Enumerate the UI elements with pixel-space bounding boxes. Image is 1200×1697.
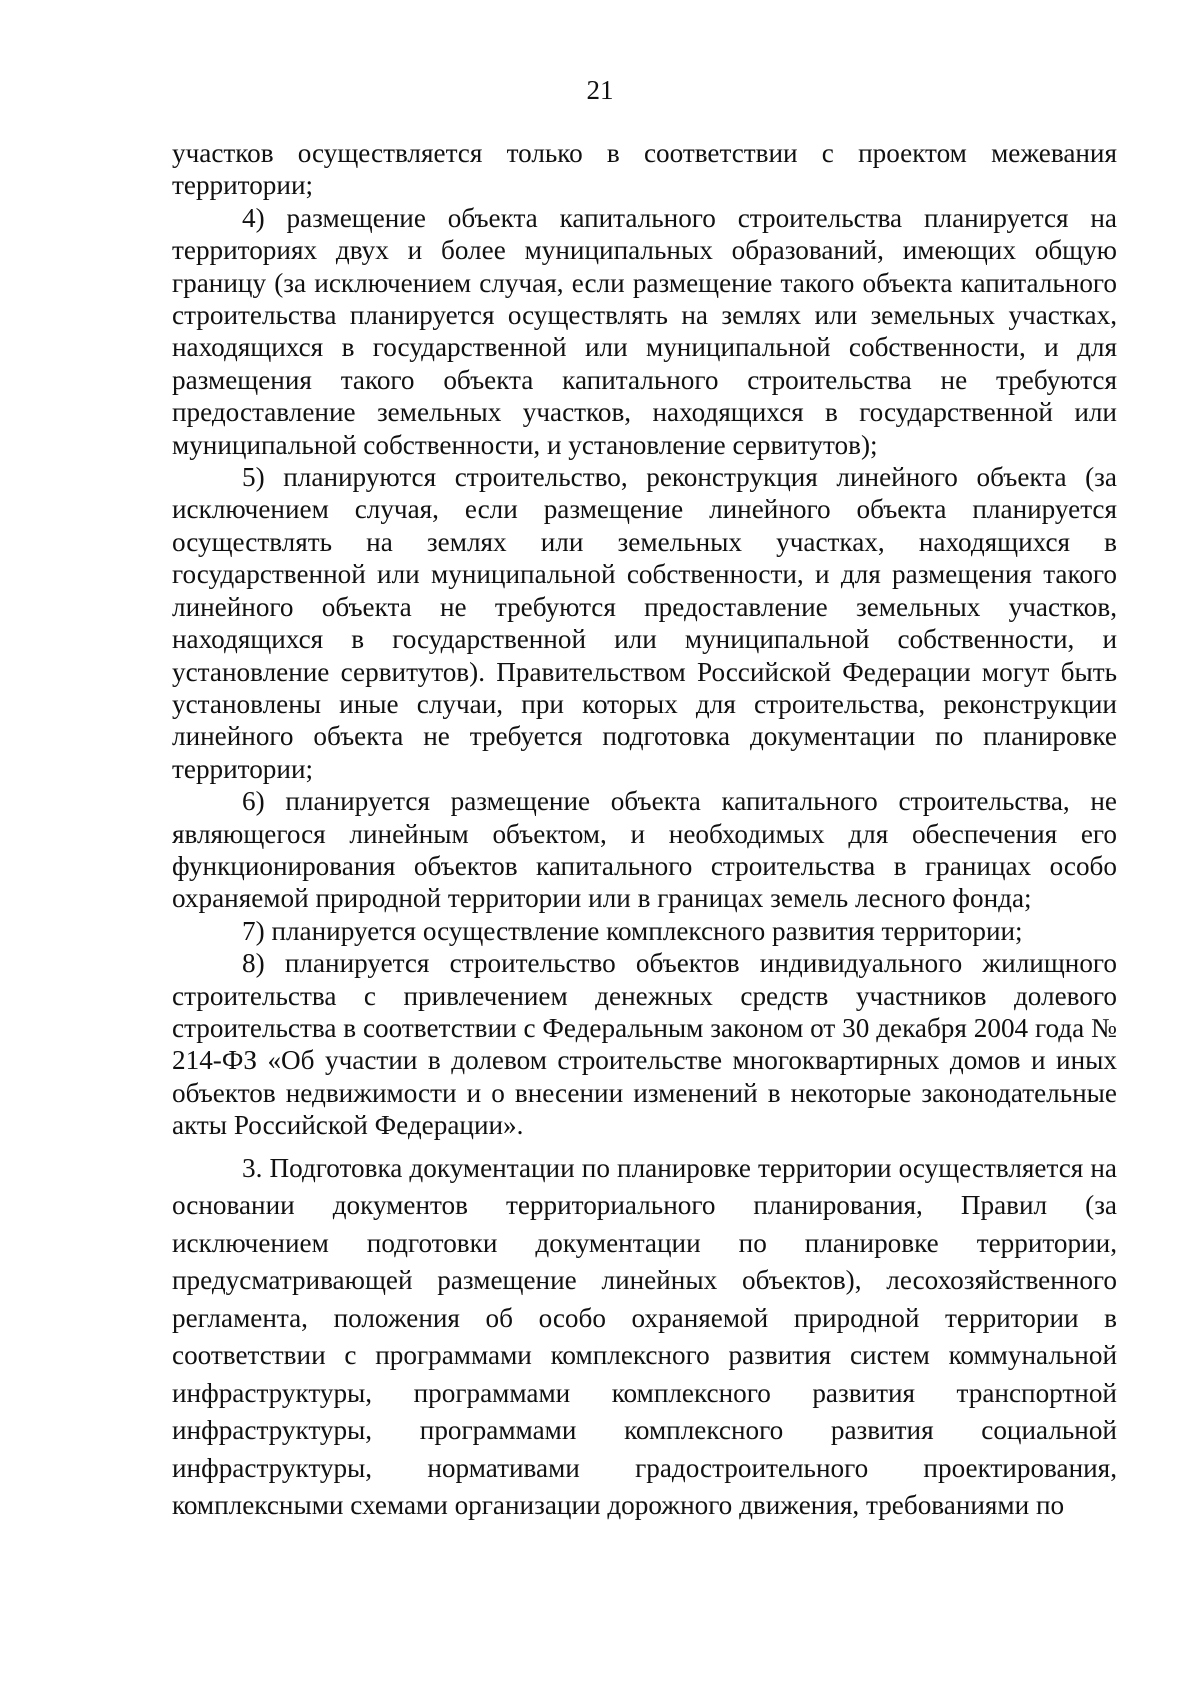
paragraph-item-5: 5) планируются строительство, реконструкция линейного объекта (за исключением случая, если размещение линейного объекта планируется осуществлять на землях или земельных участках, находящихся в государственной или муниципальной собственности, и для размещения такого линейного объекта не требуются предоставление земельных участков, находящихся в государственной или муниципальной собственности, и установление сервитутов). Правительством Российской Федерации могут быть установлены иные случаи, при которых для строительства, реконструкции линейного объекта не требуется подготовка документации по планировке территории; <box>172 462 1117 784</box>
paragraph-item-4: 4) размещение объекта капитального строительства планируется на территориях двух и более муниципальных образований, имеющих общую границу (за исключением случая, если размещение такого объекта капитального строительства планируется осуществлять на землях или земельных участках, находящихся в государственной или муниципальной собственности, и для размещения такого объекта капитального строительства не требуются предоставление земельных участков, находящихся в государственной или муниципальной собственности, и установление сервитутов); <box>172 202 1117 460</box>
paragraph-item-8: 8) планируется строительство объектов индивидуального жилищного строительства с привлечением денежных средств участников долевого строительства в соответствии с Федеральным законом от 30 декабря 2004 года № 214-ФЗ «Об участии в долевом строительстве многоквартирных домов и иных объектов недвижимости и о внесении изменений в некоторые законодательные акты Российской Федерации». <box>172 948 1117 1141</box>
page-number: 21 <box>586 75 614 105</box>
paragraph-item-6: 6) планируется размещение объекта капитального строительства, не являющегося линейным объектом, и необходимых для обеспечения его функционирования объектов капитального строительства в границах особо охраняемой природной территории или в границах земель лесного фонда; <box>172 786 1117 914</box>
paragraph-item-7: 7) планируется осуществление комплексного развития территории; <box>242 915 1023 946</box>
paragraph-section-3: 3. Подготовка документации по планировке территории осуществляется на основании документов территориального планирования, Правил (за исключением подготовки документации по планировке территории, предусматривающей размещение линейных объектов), лесохозяйственного регламента, положения об особо охраняемой природной территории в соответствии с программами комплексного развития систем коммунальной инфраструктуры, программами комплексного развития транспортной инфраструктуры, программами комплексного развития социальной инфраструктуры, нормативами градостроительного проектирования, комплексными схемами организации дорожного движения, требованиями по <box>172 1152 1117 1521</box>
document-body <box>172 137 1117 1525</box>
paragraph-continuation: участков осуществляется только в соответствии с проектом межевания территории; <box>172 138 1117 201</box>
